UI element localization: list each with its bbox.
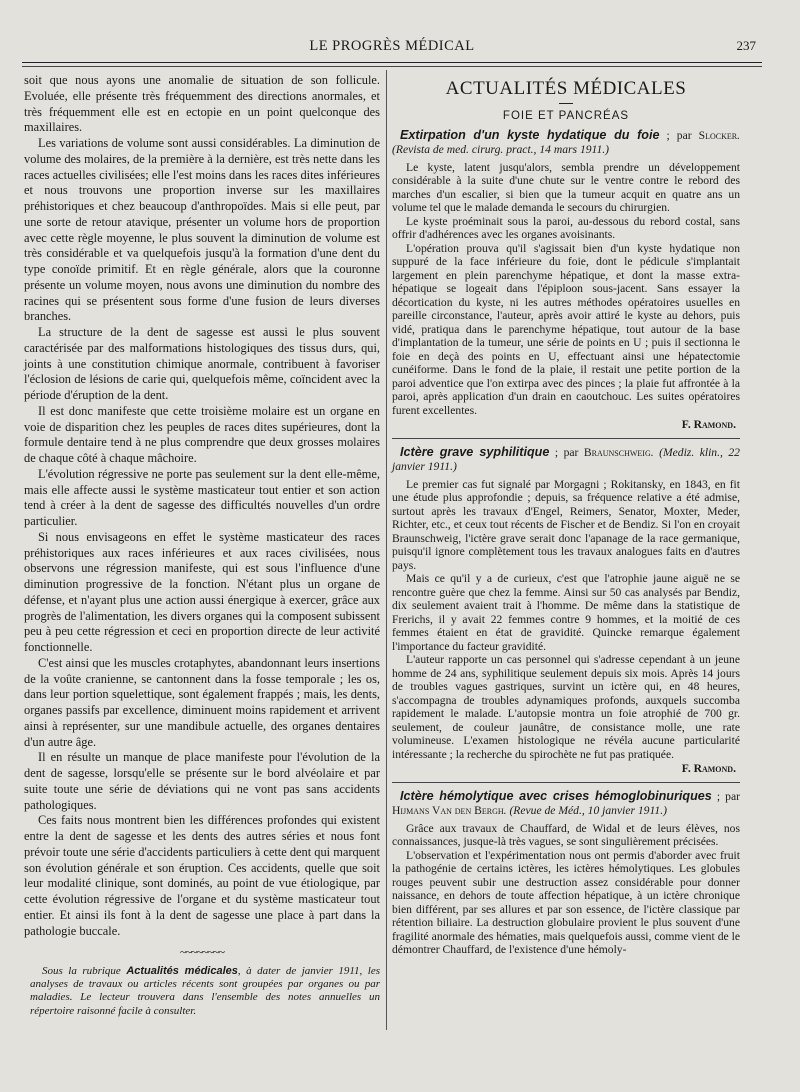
header-rule <box>22 66 762 67</box>
article-author: Hijmans Van den Bergh <box>392 803 504 817</box>
paragraph: Le kyste proéminait sous la paroi, au-dessous du rebord costal, sans offrir d'adhérences avec les organes avoisinants. <box>392 214 740 241</box>
paragraph: L'observation et l'expérimentation nous ont permis d'aborder avec fruit la pathogénie de certains ictères, les ictères hémolytiques. Les globules rouges peuvent subir une destruction assez considérable pour donner naissance, en dehors de toute affection hépatique, à un ictère chronique bien différent, par ses allures et par son essence, de l'ictère classique par rétention biliaire. La destruction globulaire provient le plus souvent d'une fragilité anormale des hématies, mais quelquefois aussi, comme vient de le démontrer Chauffard, de l'existence d'une hémoly- <box>392 848 740 956</box>
paragraph: Les variations de volume sont aussi considérables. La diminution de volume des molaires, de la première à la dernière, est très nette dans les races actuelles civilisées; elle l'est moins dans les races dites inférieures et nous trouvons une proportion inverse sur les maxillaires préhistoriques et chez beaucoup d'anthropoïdes. Mais si elle peut, par une sorte de retour atavique, présenter un volume hors de proportion avec cette règle moyenne, le plus souvent la diminution de volume est très considérable et va quelquefois jusqu'à la formation d'une dent du type conoïde primitif. Et en règle générale, alors que la couronne présente un volume moyen, nous avons une diminution du nombre des racines qui se présentent sous forme d'une fusion de leurs diverses branches. <box>24 136 380 324</box>
article-author: Braunschweig <box>583 445 651 459</box>
article-sep: ; par <box>549 445 584 459</box>
paragraph: L'évolution régressive ne porte pas seulement sur la dent elle-même, mais elle affecte aussi le système masticateur tout entier et son action tend à créer à la dent de sagesse des difficultés nouvelles d'un ordre particulier. <box>24 466 380 528</box>
ornament-divider: ~~~~~~~~ <box>180 945 224 960</box>
article-source: . (Revue de Méd., 10 janvier 1911.) <box>503 803 667 817</box>
journal-title: LE PROGRÈS MÉDICAL <box>309 38 475 54</box>
article-separator <box>392 782 740 783</box>
article-title: Extirpation d'un kyste hydatique du foie <box>400 127 660 142</box>
paragraph: Le kyste, latent jusqu'alors, sembla prendre un développement considérable à la suite d'une chute sur le ventre contre le rebord des marches d'un escalier, si bien que la tumeur acquit en quatre ans un volume tel que le malade demanda le secours du chirurgien. <box>392 160 740 214</box>
article-signature: F. Ramond. <box>681 762 736 775</box>
article-author: Slocker <box>698 128 738 142</box>
paragraph: L'auteur rapporte un cas personnel qui s'adresse cependant à un jeune homme de 24 ans, syphilitique seulement depuis six mois. Après 14 jours de troubles vagues gastriques, survint un ictère qui, en 48 heures, s'accompagna de troubles adynamiques profonds, auxquels succomba rapidement le malade. L'autopsie montra un foie atrophié de 700 gr. seulement, de couleur jaunâtre, de consistance molle, une rate volumineuse. L'examen histologique ne révéla aucune particularité intéressante ; la recherche du spirochète ne fut pas pratiquée. <box>392 653 740 761</box>
paragraph: Il en résulte un manque de place manifeste pour l'évolution de la dent de sagesse, lorsqu'elle se présente sur le bord alvéolaire et par suite toute une série de déviations qui ne vont pas sans accidents pathologiques. <box>24 750 380 812</box>
article-sep: ; par <box>711 789 740 803</box>
paragraph: Si nous envisageons en effet le système masticateur des races préhistoriques aux races inférieures et aux races civilisées, nous observons une régression manifeste, qui est sous l'influence d'une diminution progressive de la fonction. N'étant plus un organe de défense, et n'ayant plus une action aussi énergique à exercer, grâce aux progrès de l'alimentation, les divers organes qui la composent subissent peu à peu cette régression et ceci en proportion directe de leur activité fonctionnelle. <box>24 529 380 654</box>
right-column <box>392 73 740 957</box>
page-header <box>22 34 762 63</box>
article-title: Ictère grave syphilitique <box>400 444 550 459</box>
section-title: ACTUALITÉS MÉDICALES <box>445 78 687 99</box>
article-sep: ; par <box>659 128 699 142</box>
rubric-notice <box>30 965 380 1018</box>
notice-text: Sous la rubrique <box>42 965 127 977</box>
paragraph: La structure de la dent de sagesse est aussi le plus souvent caractérisée par des malformations histologiques des tissus durs, qui, joints à une constitution chimique anormale, contribuent à favoriser l'éclosion de lésions de carie qui, quelquefois même, coïncident avec la période d'éruption de la dent. <box>24 325 380 402</box>
article-heading <box>392 128 740 157</box>
column-divider <box>386 70 387 1030</box>
article-source: . (Revista de med. cirurg. pract., 14 mars 1911.) <box>392 128 740 156</box>
paragraph: Grâce aux travaux de Chauffard, de Widal et de leurs élèves, nos connaissances, jusque-là très vagues, se sont singulièrement précisées. <box>392 821 740 848</box>
notice-rubric-name: Actualités médicales <box>126 965 238 977</box>
subsection-title: FOIE ET PANCRÉAS <box>502 110 630 122</box>
paragraph: C'est ainsi que les muscles crotaphytes, abandonnant leurs insertions de la voûte cranienne, se cantonnent dans la fosse temporale ; les os, dans leur portion squelettique, sont également frappés ; mais, les dents, organes passifs par excellence, diminuent moins rapidement et arrivent ainsi à représenter, sur une mandibule actuelle, des organes dentaires d'un autre âge. <box>24 655 380 749</box>
article-title: Ictère hémolytique avec crises hémoglobinuriques <box>400 788 712 803</box>
article-separator <box>392 438 740 439</box>
paragraph: Ces faits nous montrent bien les différences profondes qui existent entre la dent de sagesse et les dents des autres séries et nous font prévoir toute une série d'accidents particuliers à cette dent qui marquent son évolution générale et son éruption. Ces accidents, quelle que soit leur modalité clinique, sont dominés, au point de vue étiologique, par cette évolution régressive de l'organe et du système masticateur tout entier. Et ainsi ils font à la dent de sagesse une place à part dans la pathologie buccale. <box>24 813 380 938</box>
notice-text: , à dater de janvier 1911, les analyses de travaux ou articles récents sont groupées par organes ou par maladies. Le lecteur trouvera dans l'ensemble des notes annuelles un répertoire raisonné facile à consulter. <box>30 965 380 1017</box>
paragraph: Mais ce qu'il y a de curieux, c'est que l'atrophie jaune aiguë ne se rencontre guère que chez la femme. Ainsi sur 50 cas analysés par Bendiz, dix seulement avaient trait à l'homme. De même dans la statistique de Frerichs, il y avait 22 femmes contre 9 hommes, et la moitié de ces femmes étaient en état de gravidité. Quincke remarque également l'importance du facteur gravidité. <box>392 572 740 653</box>
article-source: . (Mediz. klin., 22 janvier 1911.) <box>392 445 740 473</box>
paragraph: soit que nous ayons une anomalie de situation de son follicule. Evoluée, elle présente très fréquemment des directions anormales, et très fréquemment elle est en ectopie en un point quelconque des maxillaires. <box>24 73 380 135</box>
article-heading <box>392 445 740 474</box>
page-number: 237 <box>736 38 756 53</box>
paragraph: Le premier cas fut signalé par Morgagni ; Rokitansky, en 1843, en fit une étude plus approfondie ; depuis, sa fréquence relative a été admise, surtout après les travaux d'Engel, Reimers, Senator, Moxter, Meder, Richter, etc., et ceux tout récents de Fischer et de Bendiz. Si l'on en croyait Braunschweig, l'ictère grave serait donc l'apanage de la race germanique, puisqu'il ignore complètement tous les travaux analogues faits en d'autres pays. <box>392 477 740 572</box>
paragraph: Il est donc manifeste que cette troisième molaire est un organe en voie de disparition chez les peuples de races dites supérieures, dont la formule dentaire tend à ne plus comprendre que deux grosses molaires de chaque côté à chaque mâchoire. <box>24 403 380 465</box>
title-rule <box>559 103 573 104</box>
article-signature: F. Ramond. <box>681 418 736 431</box>
left-column <box>24 73 380 1018</box>
paragraph: L'opération prouva qu'il s'agissait bien d'un kyste hydatique non suppuré de la face inférieure du foie, dont le pédicule s'implantait largement en plein parenchyme hépatique, et dont la masse extra-hépatique se logeait dans l'épiploon sous-jacent. Sans essayer la décortication du kyste, ni les autres méthodes opératoires usuelles en pareille circonstance, l'auteur, après avoir attiré le kyste au dehors, puis vidé, pratiqua dans le parenchyme hépatique, tout autour de la base d'implantation de la tumeur, une série de points en U ; puis il sectionna le foie en deçà des points en U, effectuant ainsi une hépatectomie cunéiforme. Dans le fond de la plaie, il restait une petite portion de la paroi adventice que l'on extirpa avec des pinces ; la plaie fut affrontée à la paroi, après application d'un drain en caoutchouc. Les suites opératoires furent excellentes. <box>392 241 740 417</box>
article-heading <box>392 789 740 818</box>
